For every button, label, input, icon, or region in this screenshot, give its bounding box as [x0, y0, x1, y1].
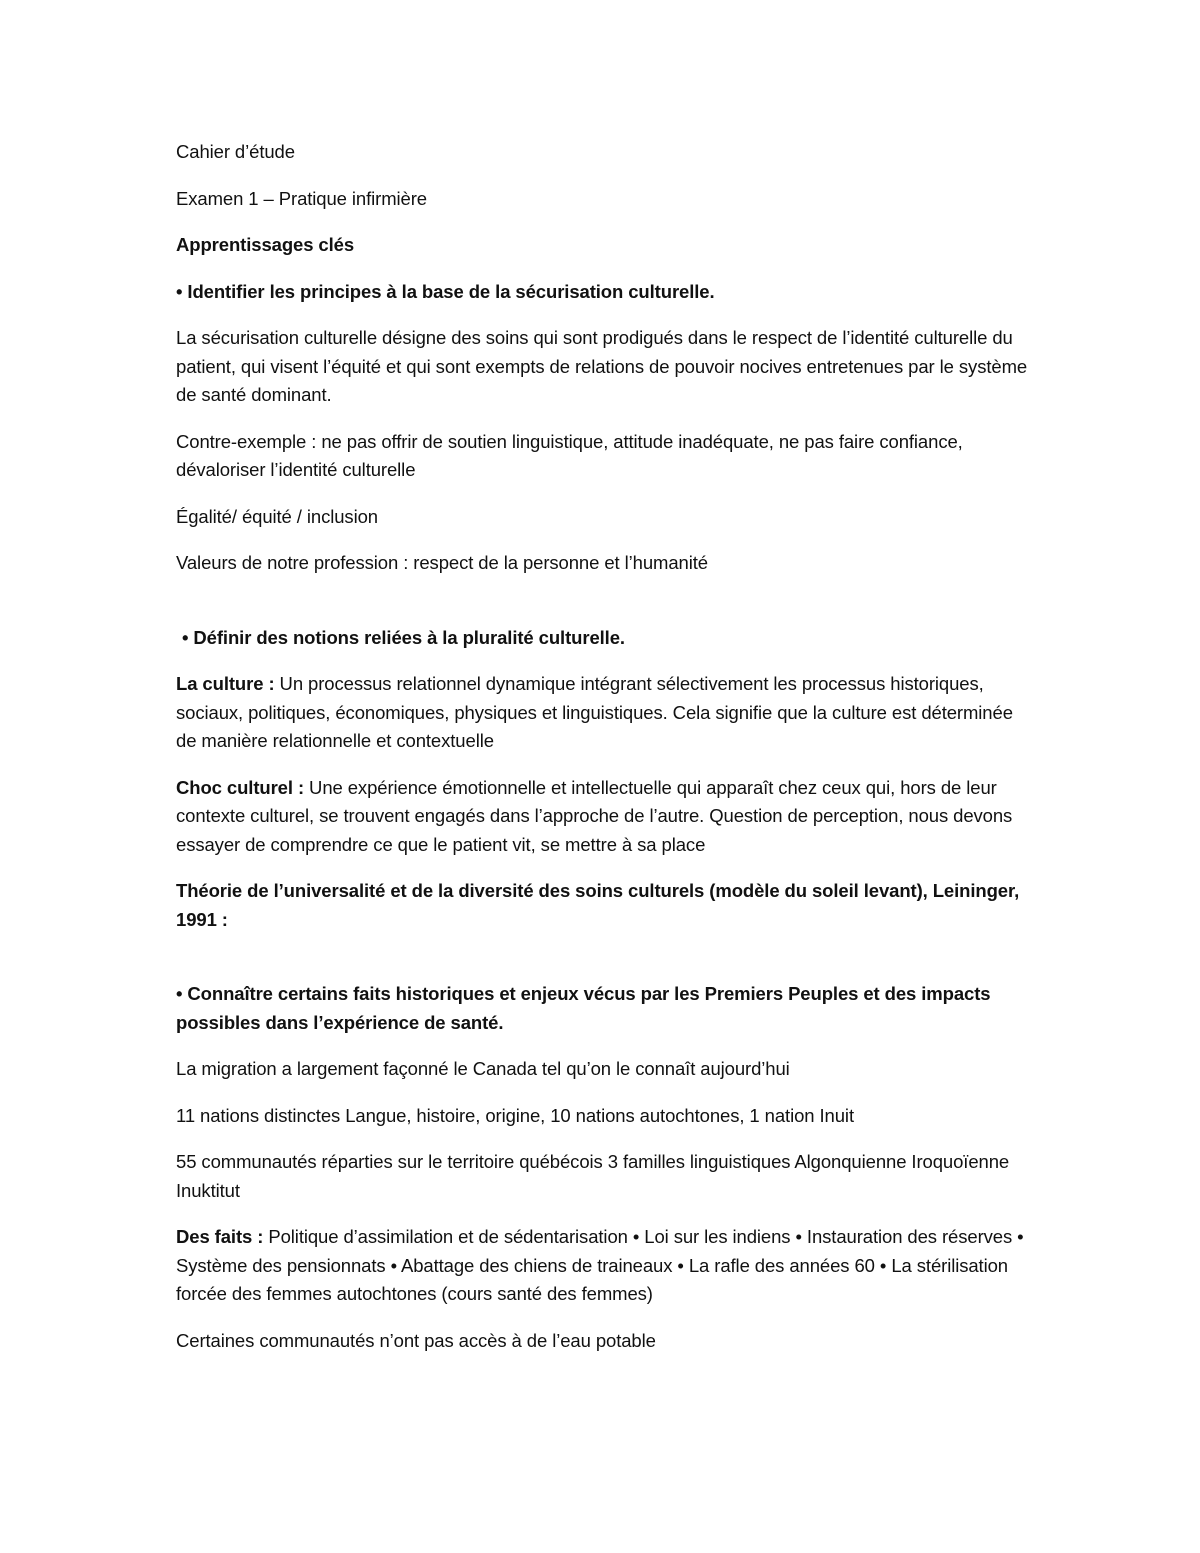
choc-text: Une expérience émotionnelle et intellectuelle qui apparaît chez ceux qui, hors de leur contexte culturel, se trouvent engagés dans l’approche de l’autre. Question de perception, nous devons essayer de comprendre ce que le patient vit, se mettre à sa place: [176, 776, 1013, 855]
paragraph-communautes: 55 communautés réparties sur le territoire québécois 3 familles linguistiques Algonquienne Iroquoïenne Inuktitut: [176, 1151, 1010, 1201]
paragraph-theorie: Théorie de l’universalité et de la diversité des soins culturels (modèle du soleil levant), Leininger, 1991 :: [176, 880, 1020, 930]
bullet-heading-securisation: • Identifier les principes à la base de la sécurisation culturelle.: [176, 280, 715, 302]
document-subtitle: Examen 1 – Pratique infirmière: [176, 187, 427, 209]
faits-text: Politique d’assimilation et de sédentarisation • Loi sur les indiens • Instauration des réserves • Système des pensionnats • Abattage des chiens de traineaux • La rafle des années 60 • La stérilisation forcée des femmes autochtones (cours santé des femmes): [176, 1226, 1024, 1304]
paragraph-culture: [176, 670, 1036, 756]
bullet-heading-premiers-peuples: • Connaître certains faits historiques et enjeux vécus par les Premiers Peuples et des impacts possibles dans l’expérience de santé.: [176, 983, 991, 1033]
paragraph-valeurs: Valeurs de notre profession : respect de la personne et l’humanité: [176, 552, 708, 573]
paragraph-securisation-definition: La sécurisation culturelle désigne des soins qui sont prodigués dans le respect de l’identité culturelle du patient, qui visent l’équité et qui sont exempts de relations de pouvoir nocives entretenues par le système de santé dominant.: [176, 327, 1028, 405]
faits-label: Des faits :: [176, 1226, 264, 1247]
paragraph-nations: 11 nations distinctes Langue, histoire, origine, 10 nations autochtones, 1 nation Inuit: [176, 1104, 854, 1126]
paragraph-eau-potable: Certaines communautés n’ont pas accès à de l’eau potable: [176, 1329, 656, 1351]
document-page: [176, 138, 1036, 1373]
paragraph-contre-exemple: Contre-exemple : ne pas offrir de soutien linguistique, attitude inadéquate, ne pas faire confiance, dévaloriser l’identité culturelle: [176, 430, 963, 480]
paragraph-choc-culturel: [176, 774, 1036, 860]
culture-text: Un processus relationnel dynamique intégrant sélectivement les processus historiques, sociaux, politiques, économiques, physiques et linguistiques. Cela signifie que la culture est déterminée de manière relationnelle et contextuelle: [176, 673, 1013, 751]
paragraph-faits: [176, 1223, 1036, 1309]
spacer: [176, 952, 1036, 980]
choc-label: Choc culturel :: [176, 776, 305, 798]
paragraph-egalite: Égalité/ équité / inclusion: [176, 505, 378, 527]
spacer: [176, 596, 1036, 624]
paragraph-migration: La migration a largement façonné le Canada tel qu’on le connaît aujourd’hui: [176, 1058, 790, 1079]
document-title: Cahier d’étude: [176, 141, 295, 162]
bullet-heading-pluralite: • Définir des notions reliées à la pluralité culturelle.: [182, 626, 625, 648]
culture-label: La culture :: [176, 673, 275, 694]
section-heading: Apprentissages clés: [176, 234, 355, 255]
